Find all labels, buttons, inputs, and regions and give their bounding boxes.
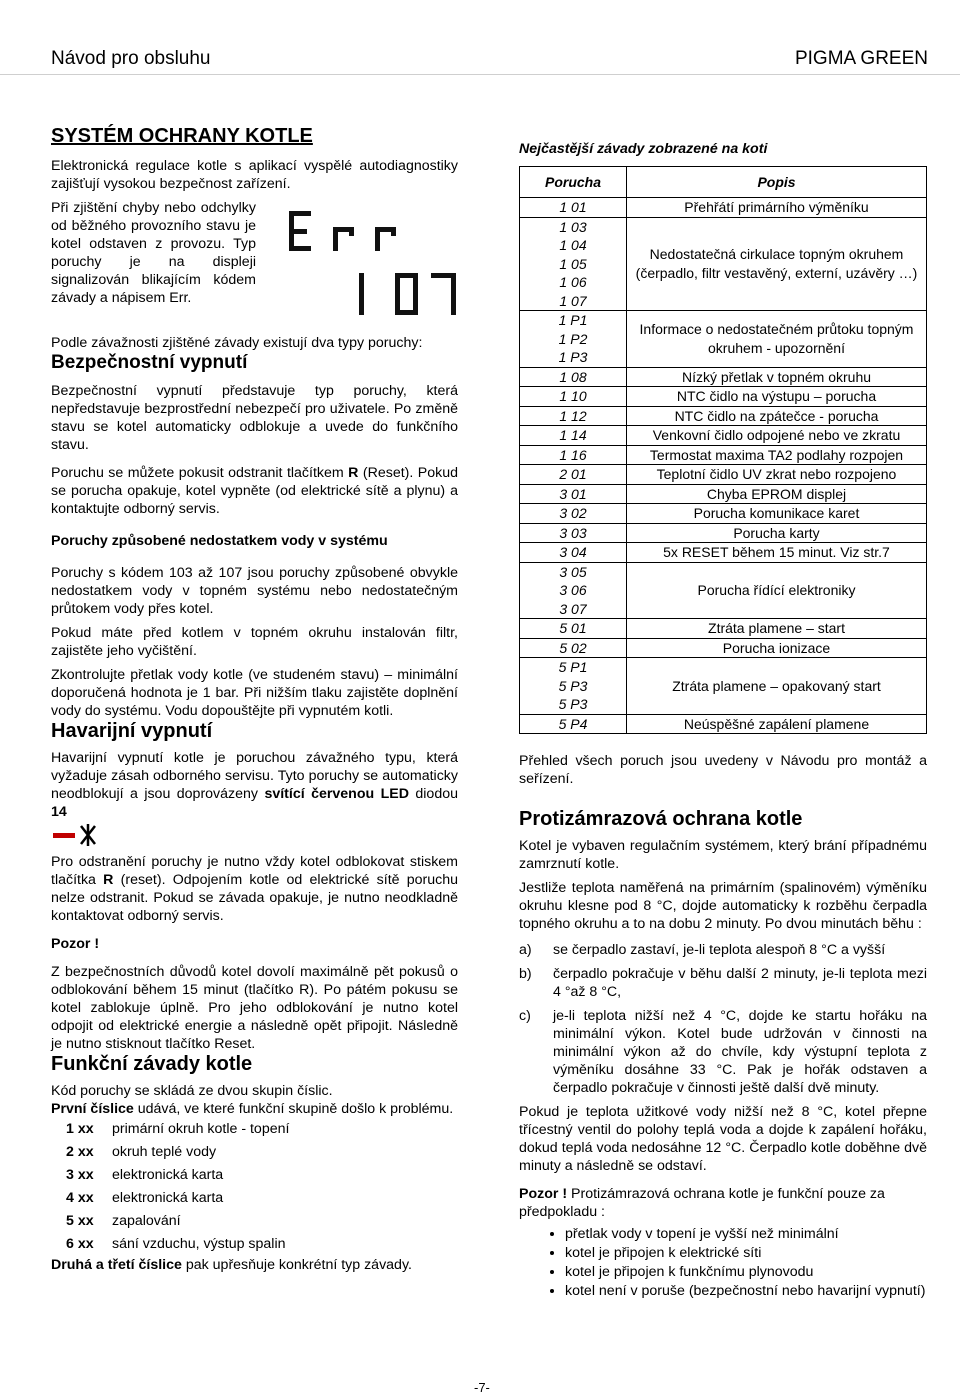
fault-code: 3 01 <box>559 485 587 502</box>
group-text: sání vzduchu, výstup spalin <box>112 1236 286 1252</box>
text-segment: Havarijní vypnutí kotle je poruchou závažného typu, která vyžaduje zásah odborného servisu. Tyto poruchy se automaticky neodblokují a jsou doprovázeny <box>51 750 458 802</box>
fault-desc-cell: Přehřátí primárního výměníku <box>627 198 927 218</box>
fault-code-cell <box>520 523 627 543</box>
group-code: 1 xx <box>66 1121 94 1137</box>
group-code: 3 xx <box>66 1167 94 1183</box>
fault-desc-cell: Porucha řídící elektroniky <box>627 562 927 619</box>
error-display-block <box>51 199 458 307</box>
table-row <box>520 562 927 619</box>
fault-code-cell <box>520 465 627 485</box>
header-right: PIGMA GREEN <box>794 48 928 69</box>
group-text: okruh teplé vody <box>112 1144 217 1160</box>
right-column <box>519 140 927 1301</box>
table-row <box>520 714 927 734</box>
table-row <box>520 638 927 658</box>
functional-p1: Kód poruchy se skládá ze dvou skupin číslic. <box>51 1083 333 1099</box>
emergency-p2 <box>51 853 458 925</box>
fault-desc-cell: Informace o nedostatečném průtoku topným okruhem - upozornění <box>627 311 927 368</box>
caution-label: Pozor ! <box>51 936 100 952</box>
fault-code-cell <box>520 198 627 218</box>
frost-p2: Jestliže teplota naměřená na primárním (spalinovém) výměníku okruhu klesne pod 8 °C, dojde automaticky k rozběhu čerpadla topného okruhu a to na dobu 2 minuty. Po dvou minutách běhu : <box>519 880 927 932</box>
emergency-p1 <box>51 749 458 821</box>
fault-code: 3 04 <box>559 544 587 560</box>
group-text: elektronická karta <box>112 1190 224 1206</box>
fault-code-cell <box>520 619 627 639</box>
table-row <box>520 619 927 639</box>
condition-label: c) <box>519 1008 531 1024</box>
table-row <box>520 504 927 524</box>
fault-code-cell <box>520 445 627 465</box>
reset-key-label: R <box>103 872 114 888</box>
fault-code-cell <box>520 638 627 658</box>
condition-item <box>519 965 927 1001</box>
group-code: 5 xx <box>66 1213 94 1229</box>
fault-code: 1 10 <box>559 388 587 404</box>
safety-shutdown-p1: Bezpečnostní vypnutí představuje typ poruchy, která nepředstavuje bezprostřední nebezpečí pro uživatele. Po změně stavu se kotel automaticky odblokuje a uvede do funkčního stavu. <box>51 383 458 453</box>
fault-code: 5 P3 <box>558 696 588 712</box>
functional-faults-title: Funkční závady kotle <box>51 1053 253 1075</box>
reset-key-label: R <box>348 465 359 481</box>
fault-code: 1 01 <box>559 199 587 215</box>
fault-code-cell <box>520 484 627 504</box>
fault-desc-cell: Termostat maxima TA2 podlahy rozpojen <box>627 445 927 465</box>
fault-desc-cell: NTC čidlo na výstupu – porucha <box>627 387 927 407</box>
condition-text: se čerpadlo zastaví, je-li teplota alespoň 8 °C a vyšší <box>553 942 886 958</box>
water-p3: Zkontrolujte přetlak vody kotle (ve studeném stavu) – minimální doporučená hodnota je 1 bar. Při nižším tlaku zajistěte doplnění vody do systému. Vodu dopouštějte při vypnutém kotli. <box>51 667 458 719</box>
text-segment: Poruchu se můžete pokusit odstranit tlačítkem <box>51 465 349 481</box>
text-segment: udává, ve které funkční skupině došlo k problému. <box>133 1101 454 1117</box>
fault-code-cell <box>520 658 627 715</box>
fault-code-cell <box>520 387 627 407</box>
fault-code-cell <box>520 406 627 426</box>
section-title: SYSTÉM OCHRANY KOTLE <box>51 125 313 147</box>
table-row <box>520 387 927 407</box>
table-row <box>520 445 927 465</box>
fault-desc-cell: 5x RESET během 15 minut. Viz str.7 <box>627 543 927 563</box>
fault-code-cell <box>520 426 627 446</box>
text-segment: Protizámrazová ochrana kotle je funkční pouze za předpokladu : <box>519 1186 885 1220</box>
functional-p3 <box>51 1256 458 1274</box>
fault-code-cell <box>520 543 627 563</box>
fault-code: 1 08 <box>559 368 587 385</box>
fault-code: 1 P3 <box>558 349 588 365</box>
list-item <box>51 1210 458 1233</box>
group-code: 4 xx <box>66 1190 94 1206</box>
group-code: 6 xx <box>66 1236 94 1252</box>
emergency-shutdown-title: Havarijní vypnutí <box>51 720 213 742</box>
fault-desc-cell: Porucha karty <box>627 523 927 543</box>
fault-code: 1 04 <box>559 237 587 253</box>
fault-code: 1 14 <box>559 427 587 443</box>
functional-p2 <box>51 1100 458 1118</box>
group-text: primární okruh kotle - topení <box>112 1121 290 1137</box>
table-row <box>520 311 927 368</box>
display-err-image <box>275 207 459 327</box>
table-row <box>520 465 927 485</box>
overview-text: Přehled všech poruch jsou uvedeny v Návodu pro montáž a seřízení. <box>519 753 927 787</box>
fault-table <box>519 166 927 734</box>
fault-desc-cell: Venkovní čidlo odpojené nebo ve zkratu <box>627 426 927 446</box>
table-row <box>520 217 927 311</box>
header-left: Návod pro obsluhu <box>51 48 211 69</box>
list-item <box>51 1118 458 1141</box>
text-segment: (Reset). Pokud se porucha opakuje, kotel vypněte (od elektrické sítě a plynu) a kontaktujte odborný servis. <box>51 465 458 517</box>
warning-led-icon <box>51 823 458 847</box>
frost-p3: Pokud je teplota užitkové vody nižší než 8 °C, kotel přepne třícestný ventil do polohy teplá voda a dojde k zapálení hořáku, dokud teplá voda nedosáhne 12 °C. Čerpadlo kotle doběhne dvě minuty a následně se odstaví. <box>519 1104 927 1174</box>
list-item <box>51 1164 458 1187</box>
led-number: 14 <box>51 804 67 820</box>
table-row <box>520 658 927 715</box>
fault-code: 1 12 <box>559 407 587 424</box>
text-segment: Pro odstranění poruchy je nutno vždy kotel odblokovat stiskem tlačítka <box>51 854 458 888</box>
condition-text: je-li teplota nižší než 4 °C, dojde ke startu hořáku na minimální výkon. Kotel bude udržován v činnosti na minimální výkon až do chvíle, kdy výstupní teplota z výměníku dosáhne 33 °C. Pak je hořák odstaven a čerpadlo pokračuje v činnosti ještě další dvě minuty. <box>553 1008 927 1096</box>
fault-code: 3 07 <box>559 600 587 617</box>
table-row <box>520 406 927 426</box>
first-digit-label: První číslice <box>51 1101 134 1117</box>
table-row <box>520 367 927 387</box>
condition-item <box>519 941 927 959</box>
fault-code: 5 02 <box>559 639 587 656</box>
fault-code: 2 01 <box>559 466 587 482</box>
group-list <box>51 1118 458 1256</box>
intro-text: Elektronická regulace kotle s aplikací vyspělé autodiagnostiky zajišťují vysokou bezpečnost zařízení. <box>51 158 458 192</box>
text-segment: diodou <box>408 786 458 802</box>
fault-desc-cell: Chyba EPROM displej <box>627 484 927 504</box>
frost-conditions <box>519 941 927 1097</box>
group-code: 2 xx <box>66 1144 94 1160</box>
list-item <box>51 1233 458 1256</box>
error-text: Při zjištění chyby nebo odchylky od běžného provozního stavu je kotel odstaven z provozu. Typ poruchy je na displeji signalizován blikajícím kódem závady a nápisem Err. <box>51 200 256 306</box>
col-header-desc: Popis <box>627 167 927 198</box>
condition-label: a) <box>519 942 532 958</box>
fault-desc-cell: Ztráta plamene – opakovaný start <box>627 658 927 715</box>
table-row <box>520 426 927 446</box>
text-segment: (reset). Odpojením kotle od elektrické sítě poruchu nelze odstranit. Pokud se závada opakuje, je nutno neodkladně kontaktovat odborný servis. <box>51 872 458 924</box>
list-item <box>51 1141 458 1164</box>
fault-code: 1 05 <box>559 255 587 272</box>
frost-protection-title: Protizámrazová ochrana kotle <box>519 808 803 830</box>
group-text: elektronická karta <box>112 1167 224 1183</box>
frost-p1: Kotel je vybaven regulačním systémem, který brání případnému zamrznutí kotle. <box>519 838 927 872</box>
fault-code: 1 03 <box>559 218 587 235</box>
fault-code: 3 06 <box>559 582 587 598</box>
group-text: zapalování <box>112 1213 181 1229</box>
fault-desc-cell: Teplotní čidlo UV zkrat nebo rozpojeno <box>627 465 927 485</box>
water-p1: Poruchy s kódem 103 až 107 jsou poruchy způsobené obvykle nedostatkem vody v topném systému nebo nedostatečným průtokem vody přes kotel. <box>51 565 458 617</box>
list-item: • kotel není v poruše (bezpečnostní nebo havarijní vypnutí) <box>565 1282 927 1301</box>
table-row <box>520 198 927 218</box>
left-column <box>51 125 458 1274</box>
table-row <box>520 484 927 504</box>
fault-code: 1 P1 <box>558 312 588 328</box>
water-p2: Pokud máte před kotlem v topném okruhu instalován filtr, zajistěte jeho vyčištění. <box>51 625 458 659</box>
page-header <box>0 0 960 75</box>
condition-item <box>519 1007 927 1097</box>
fault-code-cell <box>520 217 627 311</box>
emergency-p3: Z bezpečnostních důvodů kotel dovolí maximálně pět pokusů o odblokování během 15 minut (tlačítko R). Po pátém pokusu se kotel zablokuje úplně. Pro jeho odblokování je nutno kotel odpojit od elektrické energie a následně opět připojit. Následně je nutno stisknout tlačítko Reset. <box>51 964 458 1052</box>
fault-code: 1 07 <box>559 292 587 309</box>
fault-code: 5 P4 <box>558 715 588 732</box>
table-title: Nejčastější závady zobrazené na koti <box>519 141 768 157</box>
fault-code: 5 01 <box>559 620 587 636</box>
precondition-list <box>519 1225 927 1301</box>
list-item: • přetlak vody v topení je vyšší než minimální <box>565 1225 927 1244</box>
fault-code: 3 05 <box>559 563 587 580</box>
fault-code: 5 P3 <box>558 677 588 694</box>
types-intro: Podle závažnosti zjištěné závady existují dva typy poruchy: <box>51 335 423 351</box>
fault-code-cell <box>520 504 627 524</box>
fault-code-cell <box>520 367 627 387</box>
text-segment: pak upřesňuje konkrétní typ závady. <box>181 1257 412 1273</box>
fault-code: 3 03 <box>559 524 587 541</box>
list-item: • kotel je připojen k funkčnímu plynovodu <box>565 1263 927 1282</box>
fault-code: 5 P1 <box>558 659 588 675</box>
table-header-row <box>520 167 927 198</box>
led-label: svítící červenou LED <box>264 786 409 802</box>
fault-code-cell <box>520 311 627 368</box>
fault-code: 1 06 <box>559 274 587 290</box>
fault-desc-cell: Porucha ionizace <box>627 638 927 658</box>
condition-label: b) <box>519 966 532 982</box>
fault-code: 1 16 <box>559 446 587 463</box>
fault-desc-cell: Neúspěšné zapálení plamene <box>627 714 927 734</box>
condition-text: čerpadlo pokračuje v běhu další 2 minuty, je-li teplota mezi 4 °až 8 °C, <box>553 966 927 1000</box>
list-item <box>51 1187 458 1210</box>
fault-code-cell <box>520 714 627 734</box>
page-number: -7- <box>474 1380 490 1395</box>
fault-code-cell <box>520 562 627 619</box>
caution-label: Pozor ! <box>519 1186 568 1202</box>
fault-code: 3 02 <box>559 505 587 521</box>
safety-shutdown-title: Bezpečnostní vypnutí <box>51 352 248 373</box>
safety-shutdown-p2 <box>51 464 458 518</box>
fault-desc-cell: NTC čidlo na zpátečce - porucha <box>627 406 927 426</box>
second-third-digit-label: Druhá a třetí číslice <box>51 1257 182 1273</box>
table-row <box>520 543 927 563</box>
col-header-code: Porucha <box>520 167 627 198</box>
water-title: Poruchy způsobené nedostatkem vody v systému <box>51 533 388 549</box>
table-row <box>520 523 927 543</box>
fault-desc-cell: Nízký přetlak v topném okruhu <box>627 367 927 387</box>
fault-desc-cell: Ztráta plamene – start <box>627 619 927 639</box>
fault-desc-cell: Porucha komunikace karet <box>627 504 927 524</box>
list-item: • kotel je připojen k elektrické síti <box>565 1244 927 1263</box>
frost-p4 <box>519 1185 927 1221</box>
fault-code: 1 P2 <box>558 330 588 347</box>
fault-desc-cell: Nedostatečná cirkulace topným okruhem (čerpadlo, filtr vestavěný, externí, uzávěry …) <box>627 217 927 311</box>
